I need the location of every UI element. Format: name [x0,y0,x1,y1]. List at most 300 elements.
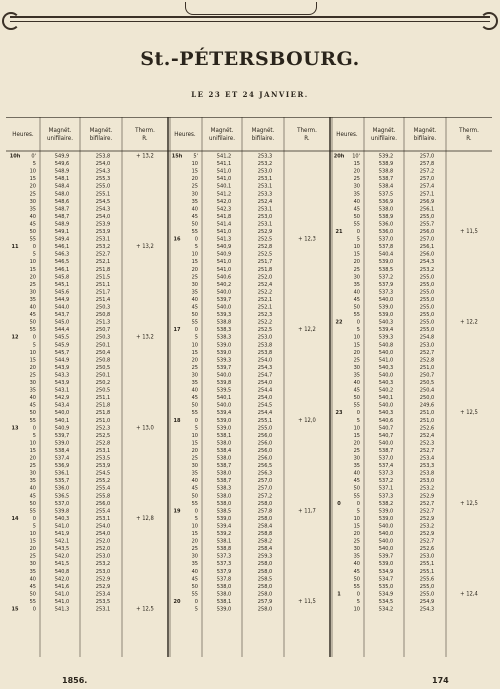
time-minute: 10 [353,606,360,613]
time-minute: 55 [191,500,198,507]
magnet-bifilaire: 256,9 [419,198,435,205]
time-minute: 40 [353,470,360,477]
time-minute: 40 [191,296,198,303]
time-minute: 40 [353,380,360,386]
time-minute: 5 [194,606,198,613]
magnet-unifilaire: 539,7 [54,432,70,439]
magnet-bifilaire: 252,0 [95,538,111,545]
magnet-bifilaire: 255,0 [257,425,273,432]
magnet-unifilaire: 539,4 [378,327,394,334]
magnet-bifilaire: 251,5 [95,274,111,281]
time-minute: 35 [29,568,36,575]
time-hour: 19 [173,508,181,515]
time-minute: 55 [191,410,198,417]
magnet-unifilaire: 548,1 [54,176,70,183]
magnet-bifilaire: 253,1 [257,206,273,213]
time-minute: 45 [191,395,198,402]
magnet-bifilaire: 251,0 [419,417,435,424]
magnet-bifilaire: 253,0 [95,553,111,560]
time-minute: 30 [353,455,360,462]
magnet-unifilaire: 543,5 [54,546,70,553]
magnet-bifilaire: 254,3 [419,606,435,613]
magnet-bifilaire: 254,5 [257,402,273,409]
magnet-bifilaire: 252,9 [419,515,435,522]
time-minute: 25 [29,553,36,560]
magnet-bifilaire: 250,2 [95,380,111,386]
magnet-unifilaire: 537,3 [378,470,394,477]
time-minute: 10 [191,251,198,258]
magnet-bifilaire: 252,3 [419,440,435,447]
magnet-bifilaire: 250,7 [419,372,435,379]
magnet-bifilaire: 253,8 [257,349,273,356]
time-minute: 20 [29,183,36,190]
magnet-unifilaire: 540,3 [378,380,394,386]
time-minute: 45 [353,478,360,485]
thermometer: + 13,0 [136,425,154,432]
time-hour: 16 [173,236,181,243]
time-minute: 10 [353,425,360,432]
time-minute: 55 [29,508,36,515]
time-minute: 25 [191,274,198,281]
magnet-unifilaire: 548,9 [54,221,70,228]
magnet-unifilaire: 538,4 [54,447,70,454]
magnet-bifilaire: 253,1 [95,236,111,243]
time-minute: 55 [29,236,36,243]
magnet-bifilaire: 253,0 [257,168,273,175]
magnet-unifilaire: 538,0 [216,493,232,500]
column-header: bifilaire. [413,135,437,142]
magnet-bifilaire: 258,0 [257,500,273,507]
magnet-bifilaire: 254,9 [419,598,435,605]
column-header: Therm. [297,127,317,134]
magnet-unifilaire: 541,9 [54,531,70,537]
magnet-bifilaire: 255,0 [419,327,435,334]
time-minute: 55 [353,221,360,228]
time-minute: 25 [29,281,36,288]
magnet-unifilaire: 539,0 [378,561,394,568]
time-minute: 5 [32,432,36,439]
magnet-unifilaire: 540,7 [378,432,394,439]
magnet-unifilaire: 540,0 [378,531,394,537]
magnet-bifilaire: 256,0 [257,447,273,454]
time-minute: 35 [29,478,36,485]
magnet-bifilaire: 252,4 [257,198,273,205]
magnet-unifilaire: 546,3 [54,251,70,258]
magnet-unifilaire: 538,0 [216,470,232,477]
magnet-unifilaire: 542,0 [54,576,70,583]
time-minute: 20 [29,274,36,281]
magnet-unifilaire: 539,0 [216,342,232,349]
magnet-bifilaire: 256,0 [257,440,273,447]
magnet-unifilaire: 539,0 [216,606,232,613]
magnet-unifilaire: 540,6 [378,417,394,424]
magnet-unifilaire: 540,0 [378,440,394,447]
magnet-bifilaire: 252,6 [419,425,435,432]
magnet-unifilaire: 542,0 [54,553,70,560]
magnet-bifilaire: 254,0 [95,161,111,168]
magnet-bifilaire: 255,8 [95,493,111,500]
magnet-bifilaire: 250,3 [95,304,111,311]
magnet-unifilaire: 540,0 [216,372,232,379]
time-minute: 0 [194,417,198,424]
magnet-bifilaire: 253,9 [95,221,111,228]
magnet-unifilaire: 538,8 [378,168,394,175]
magnet-unifilaire: 537,4 [378,463,394,470]
column-header: unifilaire. [209,135,235,142]
time-minute: 10 [29,349,36,356]
time-minute: 40 [191,478,198,485]
magnet-unifilaire: 541,0 [378,357,394,364]
magnet-unifilaire: 549,6 [54,161,70,168]
magnet-bifilaire: 253,2 [419,485,435,492]
time-minute: 40 [29,395,36,402]
magnet-bifilaire: 251,1 [95,281,111,288]
magnet-unifilaire: 539,0 [378,312,394,319]
time-minute: 55 [29,598,36,605]
magnet-unifilaire: 537,4 [54,455,70,462]
magnet-unifilaire: 538,0 [216,455,232,462]
time-minute: 25 [191,455,198,462]
magnet-unifilaire: 540,2 [378,387,394,394]
magnet-unifilaire: 539,3 [216,312,232,319]
time-minute: 5 [356,327,360,334]
time-minute: 0 [194,327,198,334]
magnet-bifilaire: 253,0 [95,568,111,575]
time-minute: 5 [32,523,36,530]
magnet-bifilaire: 253,5 [95,598,111,605]
magnet-bifilaire: 256,0 [419,229,435,235]
time-minute: 40 [191,206,198,213]
magnet-bifilaire: 253,2 [419,266,435,273]
magnet-unifilaire: 539,8 [54,508,70,515]
magnet-unifilaire: 540,1 [378,395,394,402]
time-minute: 35 [191,470,198,477]
time-minute: 40 [353,198,360,205]
magnet-bifilaire: 258,0 [257,583,273,590]
magnet-bifilaire: 255,3 [95,176,111,183]
magnet-bifilaire: 253,9 [95,463,111,470]
magnet-unifilaire: 538,0 [216,583,232,590]
thermometer: + 12,3 [298,236,316,243]
magnet-unifilaire: 541,0 [54,523,70,530]
magnet-unifilaire: 539,0 [54,440,70,447]
time-minute: 45 [191,304,198,311]
magnet-bifilaire: 257,0 [257,478,273,485]
time-minute: 25 [29,372,36,379]
magnet-bifilaire: 252,2 [257,289,273,296]
time-minute: 50 [353,576,360,583]
magnet-bifilaire: 256,0 [419,251,435,258]
time-minute: 30 [353,274,360,281]
time-minute: 55 [191,591,198,598]
magnet-unifilaire: 537,3 [216,553,232,560]
magnet-unifilaire: 545,9 [54,342,70,349]
magnet-unifilaire: 539,0 [216,515,232,522]
column-header: Therm. [135,127,155,134]
thermometer: + 12,5 [460,500,478,507]
time-minute: 15 [191,440,198,447]
time-hour: 14 [11,515,19,522]
magnet-bifilaire: 253,1 [257,176,273,183]
magnet-bifilaire: 257,2 [257,493,273,500]
time-minute: 30 [29,198,36,205]
magnet-bifilaire: 253,9 [95,229,111,235]
time-minute: 30 [191,463,198,470]
magnet-unifilaire: 548,9 [54,168,70,175]
magnet-unifilaire: 540,7 [378,425,394,432]
time-minute: 25 [353,447,360,454]
magnet-bifilaire: 250,4 [95,349,111,356]
magnet-bifilaire: 257,8 [419,161,435,168]
time-minute: 10 [29,168,36,175]
magnet-bifilaire: 253,1 [257,183,273,190]
magnet-unifilaire: 548,0 [54,191,70,198]
time-hour: 15 [11,606,19,613]
time-minute: 10 [191,342,198,349]
time-minute: 35 [191,289,198,296]
magnet-unifilaire: 538,4 [216,447,232,454]
magnet-unifilaire: 539,4 [216,523,232,530]
column-header: R. [466,135,472,142]
magnet-unifilaire: 540,0 [378,296,394,303]
magnet-unifilaire: 539,2 [378,153,394,160]
time-minute: 20 [353,440,360,447]
magnet-unifilaire: 538,7 [216,463,232,470]
magnet-unifilaire: 541,0 [216,259,232,266]
magnet-bifilaire: 250,8 [95,357,111,364]
magnet-unifilaire: 537,1 [378,485,394,492]
magnet-bifilaire: 252,7 [95,251,111,258]
time-minute: 15 [191,349,198,356]
magnet-bifilaire: 254,4 [257,410,273,417]
magnet-bifilaire: 253,2 [257,161,273,168]
time-minute: 45 [191,576,198,583]
magnet-bifilaire: 252,3 [95,425,111,432]
magnet-unifilaire: 534,9 [378,568,394,575]
column-header: bifilaire. [251,135,275,142]
time-minute: 55 [353,493,360,500]
time-hour: 0 [337,500,341,507]
time-minute: 30 [29,380,36,386]
magnet-bifilaire: 253,2 [419,523,435,530]
scroll-ornament-icon [2,12,20,30]
magnet-bifilaire: 255,0 [419,281,435,288]
magnet-bifilaire: 252,9 [95,583,111,590]
magnet-unifilaire: 540,6 [216,274,232,281]
magnet-bifilaire: 257,1 [419,191,435,198]
magnet-unifilaire: 538,8 [216,546,232,553]
time-minute: 35 [353,463,360,470]
time-minute: 15 [353,251,360,258]
magnet-unifilaire: 537,9 [378,281,394,288]
time-minute: 10 [353,334,360,341]
time-minute: 50 [353,304,360,311]
time-minute: 30 [353,364,360,371]
magnet-unifilaire: 540,8 [54,568,70,575]
magnet-bifilaire: 252,8 [95,440,111,447]
time-minute: 15 [29,538,36,545]
magnet-bifilaire: 252,5 [95,432,111,439]
magnet-unifilaire: 541,0 [216,176,232,183]
magnet-unifilaire: 536,1 [54,470,70,477]
magnet-unifilaire: 536,0 [54,485,70,492]
time-minute: 40 [353,561,360,568]
magnet-bifilaire: 253,3 [419,463,435,470]
magnet-bifilaire: 253,1 [257,221,273,228]
magnet-bifilaire: 255,6 [419,576,435,583]
magnet-bifilaire: 252,2 [257,319,273,326]
magnet-unifilaire: 541,2 [216,191,232,198]
time-minute: 40 [29,576,36,583]
magnet-unifilaire: 541,5 [54,561,70,568]
magnet-bifilaire: 256,0 [95,500,111,507]
time-minute: 40 [29,485,36,492]
magnet-bifilaire: 253,1 [95,515,111,522]
magnet-unifilaire: 539,0 [378,515,394,522]
time-minute: 15 [191,168,198,175]
magnet-bifilaire: 252,1 [257,296,273,303]
thermometer: + 12,8 [136,515,154,522]
magnet-unifilaire: 544,9 [54,296,70,303]
time-minute: 25 [191,183,198,190]
magnet-bifilaire: 251,3 [95,319,111,326]
thermometer: + 13,2 [136,244,154,251]
time-minute: 35 [353,553,360,560]
thermometer: + 11,7 [298,508,316,515]
magnet-unifilaire: 538,5 [216,508,232,515]
time-minute: 35 [353,281,360,288]
magnet-bifilaire: 253,8 [95,153,111,160]
magnet-bifilaire: 250,4 [419,387,435,394]
magnet-unifilaire: 536,5 [54,493,70,500]
column-header: Heures. [174,131,196,138]
magnet-bifilaire: 256,0 [257,455,273,462]
magnet-unifilaire: 537,3 [216,561,232,568]
magnet-unifilaire: 536,9 [54,463,70,470]
magnet-unifilaire: 540,0 [378,402,394,409]
time-minute: 10 [29,531,36,537]
magnet-bifilaire: 251,8 [95,266,111,273]
magnet-unifilaire: 544,0 [54,304,70,311]
magnet-unifilaire: 538,7 [378,447,394,454]
magnet-unifilaire: 543,7 [54,312,70,319]
magnet-bifilaire: 255,4 [95,485,111,492]
magnet-unifilaire: 541,3 [216,236,232,243]
time-minute: 50 [29,591,36,598]
magnet-bifilaire: 253,0 [419,553,435,560]
time-hour: 20 [173,598,181,605]
thermometer: + 11,5 [298,598,316,605]
magnet-unifilaire: 543,1 [54,387,70,394]
time-minute: 15 [353,523,360,530]
thermometer: + 12,2 [298,327,316,334]
magnet-unifilaire: 539,3 [216,357,232,364]
time-minute: 45 [353,568,360,575]
magnet-unifilaire: 537,0 [54,500,70,507]
magnet-bifilaire: 252,7 [419,349,435,356]
magnet-unifilaire: 548,7 [54,206,70,213]
time-minute: 50 [191,312,198,319]
magnet-unifilaire: 540,0 [216,289,232,296]
thermometer: + 12,5 [460,410,478,417]
magnet-unifilaire: 538,1 [216,598,232,605]
time-minute: 50 [353,485,360,492]
magnet-unifilaire: 544,4 [54,327,70,334]
magnet-unifilaire: 541,0 [54,598,70,605]
time-minute: 15 [29,176,36,183]
magnet-unifilaire: 549,9 [54,153,70,160]
time-minute: 0' [31,153,36,160]
column-header: Heures. [12,131,34,138]
magnet-unifilaire: 540,0 [378,372,394,379]
time-minute: 5 [32,161,36,168]
magnet-unifilaire: 540,3 [378,410,394,417]
time-minute: 15 [353,342,360,349]
magnet-bifilaire: 252,8 [257,244,273,251]
time-minute: 5' [193,153,198,160]
time-minute: 20 [353,259,360,266]
magnet-bifilaire: 253,2 [95,244,111,251]
magnet-unifilaire: 534,2 [378,606,394,613]
magnet-bifilaire: 252,9 [257,229,273,235]
time-minute: 35 [191,380,198,386]
time-minute: 10 [29,259,36,266]
magnet-unifilaire: 538,2 [378,500,394,507]
footer-page-number: 174 [432,676,449,685]
magnet-bifilaire: 252,7 [419,538,435,545]
magnet-unifilaire: 545,5 [54,334,70,341]
column-header: Magnét. [89,127,113,134]
magnet-bifilaire: 250,5 [95,387,111,394]
time-minute: 5 [32,342,36,349]
magnet-unifilaire: 537,3 [378,493,394,500]
time-minute: 0 [356,229,360,235]
time-minute: 35 [353,191,360,198]
time-minute: 55 [29,327,36,334]
magnet-bifilaire: 255,0 [419,296,435,303]
time-minute: 50 [191,221,198,228]
magnet-bifilaire: 257,2 [419,168,435,175]
magnet-unifilaire: 538,0 [216,500,232,507]
magnet-unifilaire: 545,6 [54,289,70,296]
magnet-bifilaire: 255,7 [419,221,435,228]
magnet-bifilaire: 253,8 [257,342,273,349]
magnet-bifilaire: 258,2 [257,538,273,545]
magnet-bifilaire: 250,3 [95,334,111,341]
magnet-unifilaire: 538,5 [378,266,394,273]
magnet-unifilaire: 540,1 [54,417,70,424]
magnet-unifilaire: 536,0 [378,229,394,235]
magnet-bifilaire: 252,0 [257,274,273,281]
time-minute: 50 [29,500,36,507]
magnet-unifilaire: 540,9 [216,251,232,258]
column-header: Therm. [459,127,479,134]
time-minute: 20 [191,538,198,545]
time-minute: 5 [356,508,360,515]
time-minute: 50 [353,395,360,402]
time-minute: 0 [194,236,198,243]
magnet-unifilaire: 538,0 [378,206,394,213]
magnet-bifilaire: 255,0 [419,319,435,326]
magnet-bifilaire: 257,0 [419,176,435,183]
magnet-bifilaire: 254,0 [95,213,111,220]
time-minute: 15 [191,259,198,266]
magnet-unifilaire: 540,0 [378,538,394,545]
magnet-unifilaire: 540,9 [216,244,232,251]
time-minute: 30 [191,553,198,560]
time-minute: 25 [353,266,360,273]
magnet-bifilaire: 252,1 [257,304,273,311]
